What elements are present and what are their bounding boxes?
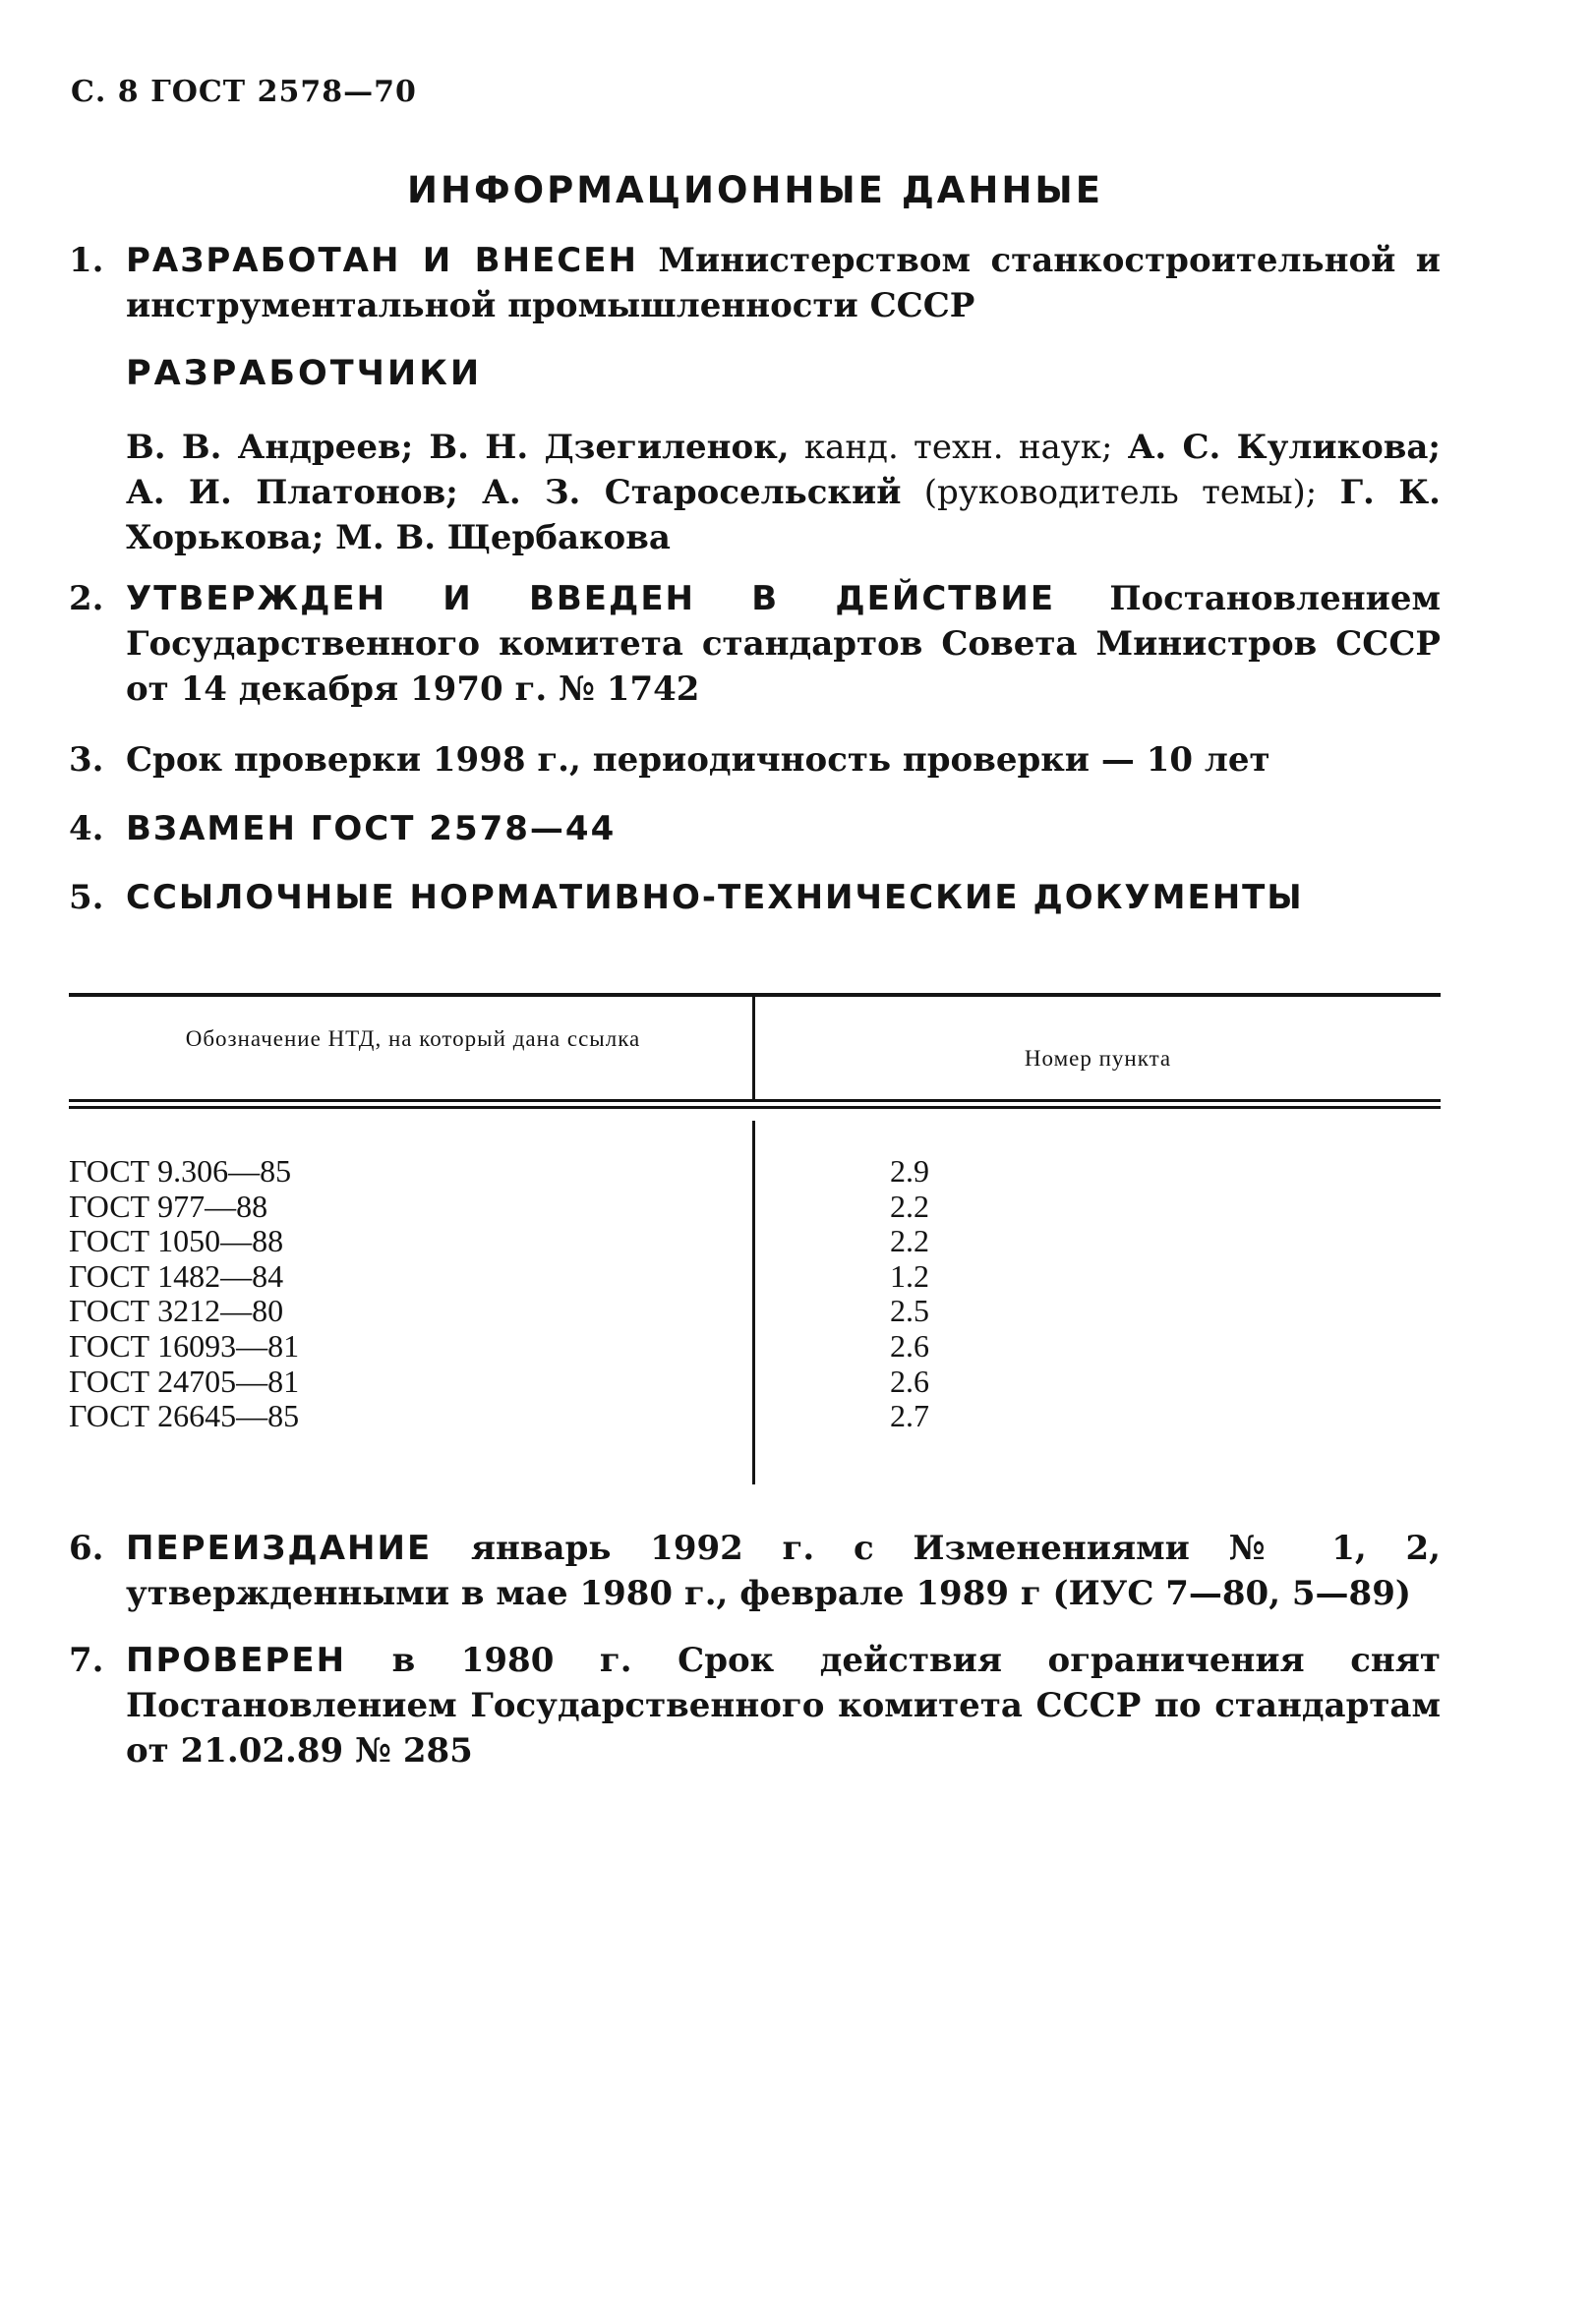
item-number: 6. — [69, 1529, 104, 1568]
standard-designation: ГОСТ 16093—81 — [69, 1327, 300, 1364]
item-number: 1. — [69, 241, 104, 280]
item-text: Постановлением Государственного комитета стандартов Совета Министров СССР от 14 декабря 1970 г. № 1742 — [126, 579, 1441, 709]
developer-names: А. С. Куликова; А. И. Платонов; А. З. Старосельский — [126, 428, 1441, 512]
item-number: 4. — [69, 809, 104, 848]
item-number: 7. — [69, 1641, 104, 1680]
developer-names: В. В. Андреев; В. Н. Дзегиленок, — [126, 428, 790, 467]
info-item-2 — [69, 576, 1441, 712]
info-item-5 — [69, 875, 1441, 920]
standard-designation: ГОСТ 3212—80 — [69, 1293, 284, 1329]
item-text: в 1980 г. Срок действия ограничения снят Постановлением Государственного комитета СССР по стандартам от 21.02.89 № 285 — [126, 1641, 1441, 1771]
standard-designation: ГОСТ 9.306—85 — [69, 1153, 292, 1189]
item-number: 2. — [69, 579, 104, 618]
developer-degree: канд. техн. наук; — [803, 428, 1113, 467]
item-lead: ССЫЛОЧНЫЕ НОРМАТИВНО-ТЕХНИЧЕСКИЕ ДОКУМЕНТЫ — [126, 878, 1304, 917]
info-item-3 — [69, 737, 1441, 783]
item-lead: ПРОВЕРЕН — [126, 1641, 347, 1680]
item-number: 3. — [69, 740, 104, 780]
column-header-clause: Номер пункта — [1024, 1046, 1172, 1071]
developer-role: (руководитель темы); — [923, 473, 1318, 512]
table-row — [69, 1294, 1441, 1329]
item-number: 5. — [69, 878, 104, 917]
clause-number: 2.2 — [890, 1223, 929, 1259]
item-lead: УТВЕРЖДЕН И ВВЕДЕН В ДЕЙСТВИЕ — [126, 579, 1056, 618]
item-text: январь 1992 г. с Изменениями № 1, 2, утвержденными в мае 1980 г., феврале 1989 г (ИУС 7—80, 5—89) — [126, 1529, 1441, 1613]
item-text: Министерством станкостроительной и инструментальной промышленности СССР — [126, 241, 1442, 325]
clause-number: 2.9 — [890, 1153, 929, 1189]
standard-designation: ГОСТ 26645—85 — [69, 1398, 300, 1434]
developers-heading: РАЗРАБОТЧИКИ — [126, 354, 483, 393]
standard-designation: ГОСТ 1482—84 — [69, 1257, 284, 1294]
info-item-4 — [69, 806, 1441, 851]
table-header-rule — [69, 1106, 1441, 1109]
clause-number: 1.2 — [890, 1257, 929, 1294]
reference-table — [69, 993, 1441, 1484]
table-row — [69, 1365, 1441, 1400]
standard-designation: ГОСТ 1050—88 — [69, 1223, 284, 1259]
table-row — [69, 1259, 1441, 1295]
clause-number: 2.7 — [890, 1398, 929, 1434]
item-lead: ПЕРЕИЗДАНИЕ — [126, 1529, 433, 1568]
table-body — [69, 1154, 1441, 1434]
standard-designation: ГОСТ 24705—81 — [69, 1363, 300, 1399]
clause-number: 2.2 — [890, 1188, 929, 1224]
clause-number: 2.5 — [890, 1293, 929, 1329]
item-text: Срок проверки 1998 г., периодичность проверки — 10 лет — [126, 740, 1270, 780]
clause-number: 2.6 — [890, 1327, 929, 1364]
developer-names: Г. К. Хорькова; М. В. Щербакова — [126, 473, 1441, 557]
clause-number: 2.6 — [890, 1363, 929, 1399]
developers-list — [126, 425, 1441, 560]
info-item-7 — [69, 1638, 1441, 1773]
column-header-designation: Обозначение НТД, на который дана ссылка — [185, 1026, 641, 1051]
running-head: С. 8 ГОСТ 2578—70 — [71, 75, 417, 109]
table-header-rule — [69, 1099, 1441, 1102]
info-item-6 — [69, 1526, 1441, 1616]
info-item-1 — [69, 238, 1441, 328]
table-row — [69, 1224, 1441, 1259]
page-title: ИНФОРМАЦИОННЫЕ ДАННЫЕ — [407, 169, 1103, 211]
item-lead: РАЗРАБОТАН И ВНЕСЕН — [126, 241, 638, 280]
item-lead: ВЗАМЕН ГОСТ 2578—44 — [126, 809, 617, 848]
table-row — [69, 1190, 1441, 1225]
table-row — [69, 1399, 1441, 1434]
table-row — [69, 1329, 1441, 1365]
table-row — [69, 1154, 1441, 1190]
standard-designation: ГОСТ 977—88 — [69, 1188, 268, 1224]
